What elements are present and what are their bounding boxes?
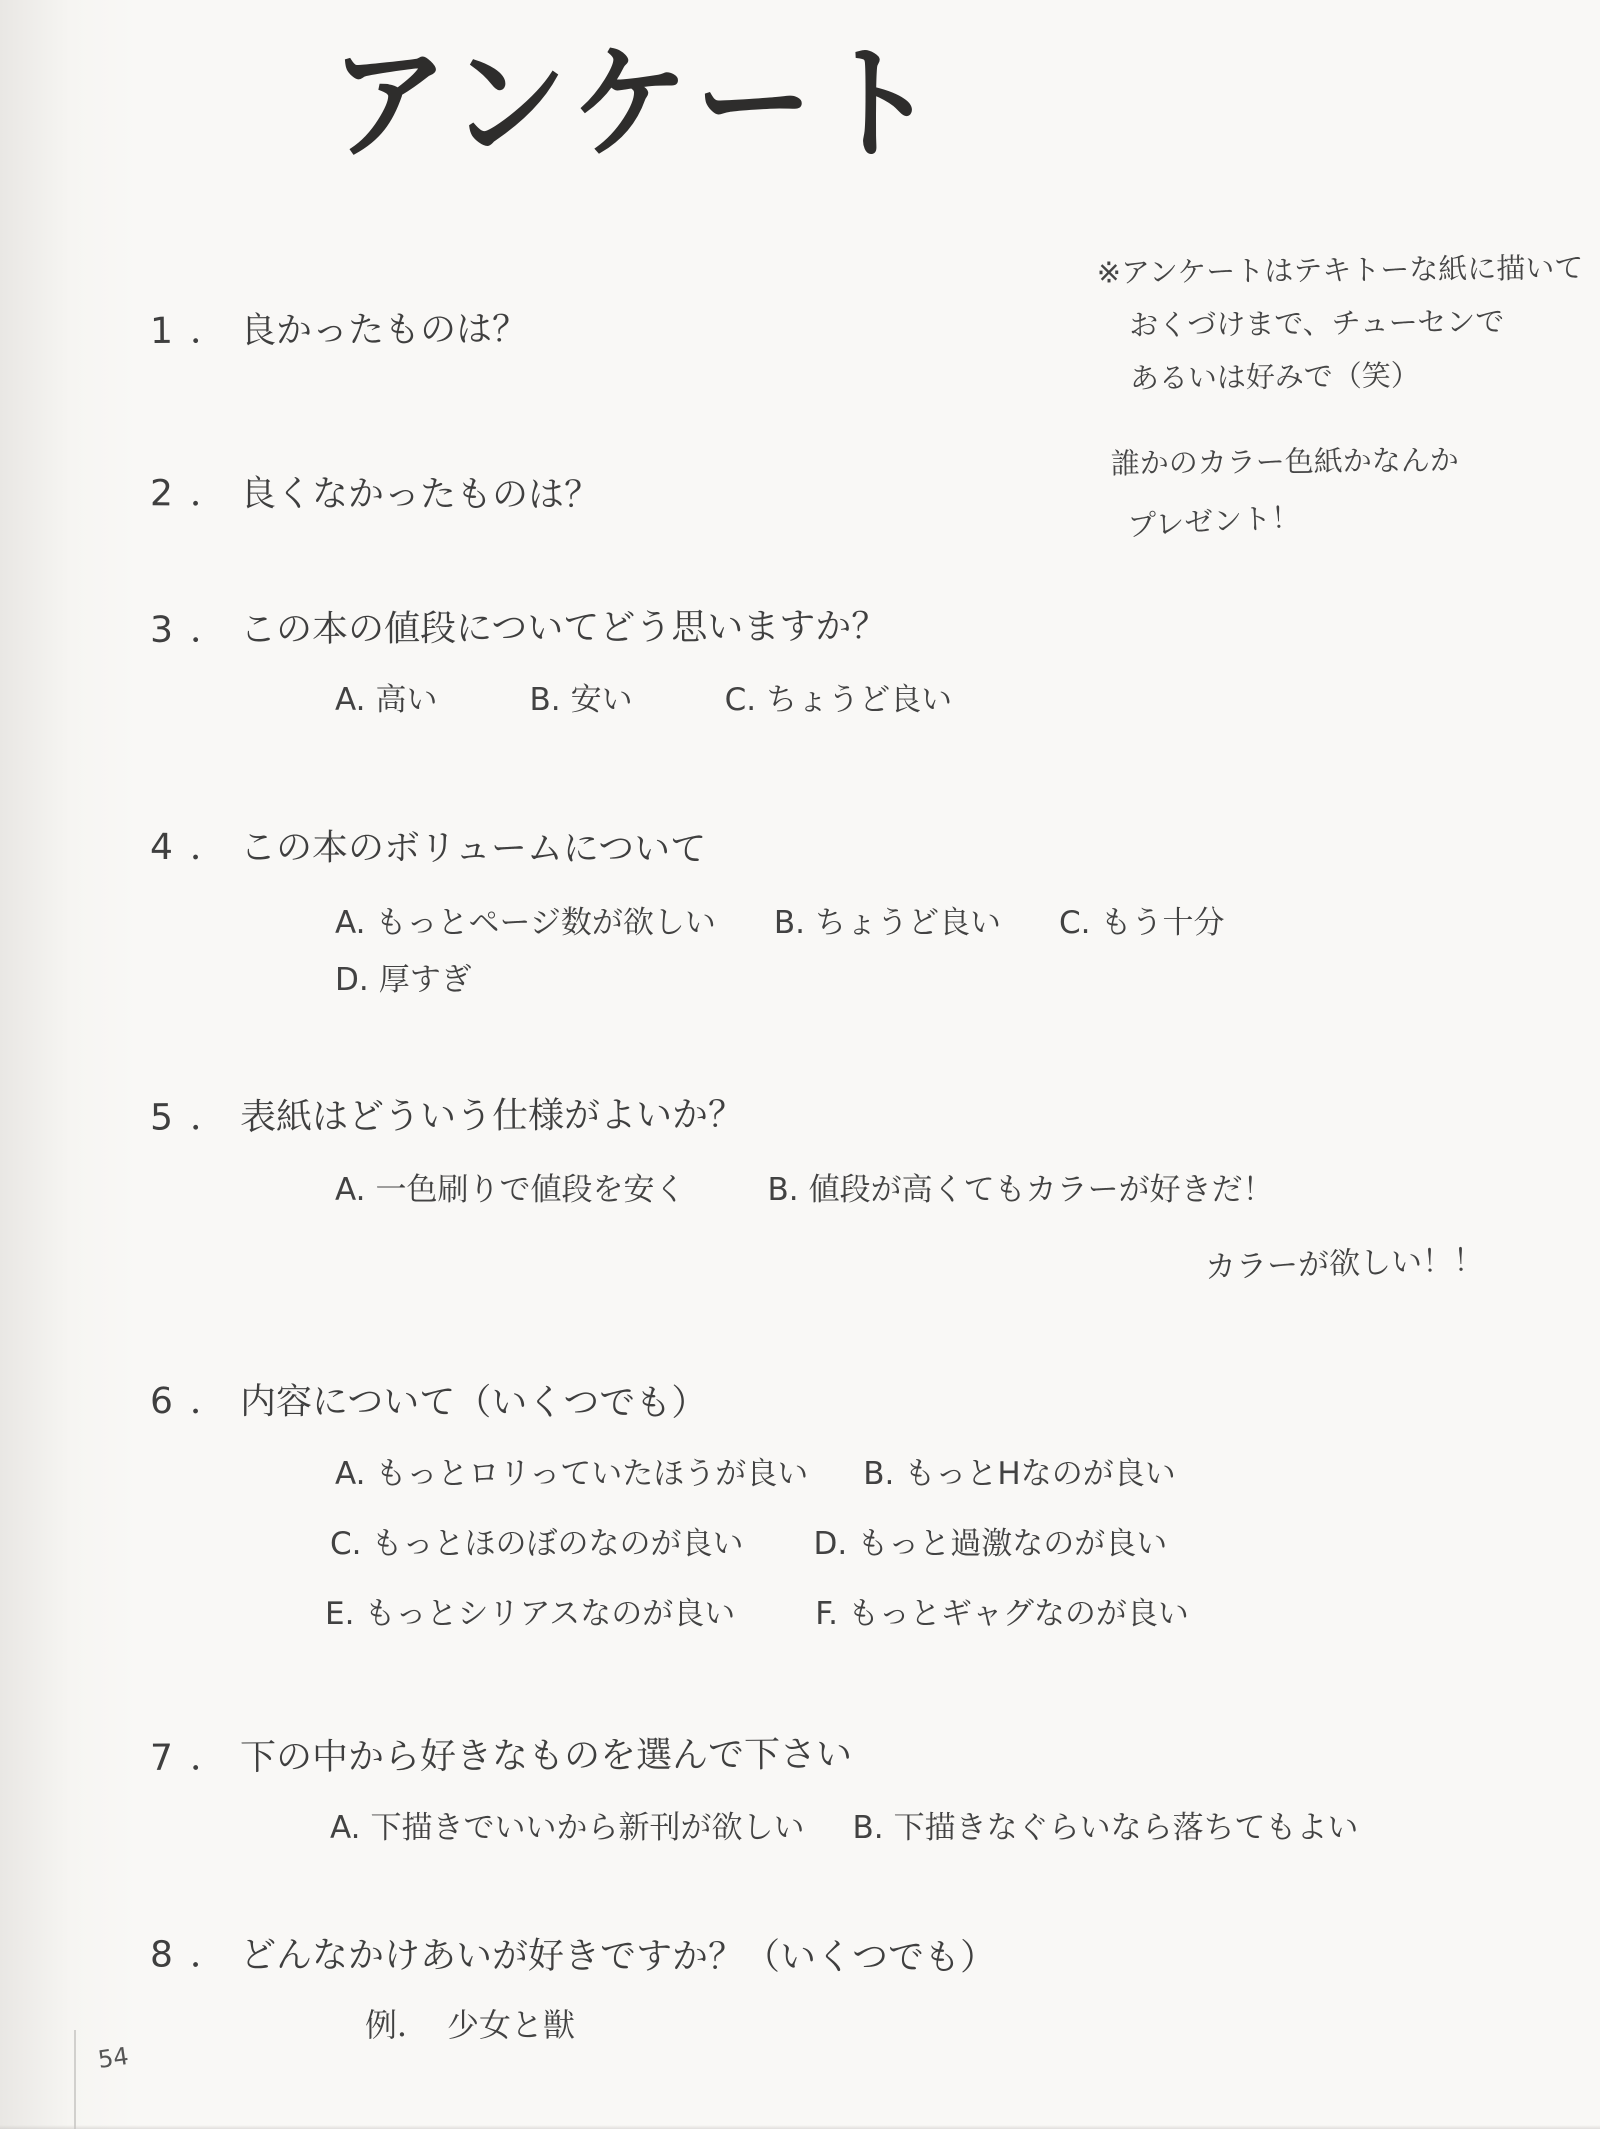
option — [330, 1518, 744, 1563]
question-8-example — [365, 2000, 575, 2046]
question-3-options — [335, 674, 952, 719]
option — [1059, 897, 1225, 942]
option-text: 安い — [570, 682, 633, 718]
option-text: もっとロリっていたほうが良い — [375, 1456, 809, 1492]
question-text: 内容について（いくつでも） — [239, 1381, 708, 1424]
question-text: 良くなかったものは？ — [239, 473, 601, 516]
option-text: もっとHなのが良い — [904, 1456, 1176, 1492]
option — [330, 1802, 805, 1847]
option — [335, 954, 472, 999]
option-label: A. — [335, 905, 366, 941]
question-separator: ． — [189, 1097, 227, 1139]
option-label: E. — [325, 1596, 355, 1632]
option-label: B. — [529, 682, 561, 718]
question-text: この本の値段についてどう思いますか？ — [239, 606, 888, 651]
option-text: 厚すぎ — [378, 962, 472, 998]
question-separator: ． — [189, 609, 227, 651]
option-label: A. — [335, 1172, 366, 1208]
question-separator: ． — [189, 827, 227, 869]
page-title: アンケート — [330, 30, 943, 177]
question-number: 3 — [149, 609, 174, 651]
question-7-options — [330, 1802, 1358, 1847]
question-8 — [150, 1927, 996, 1981]
question-number: 8 — [149, 1934, 173, 1976]
question-number: 7 — [149, 1737, 174, 1779]
question-separator: ． — [189, 310, 227, 352]
option-label: B. — [767, 1172, 799, 1208]
option-label: A. — [330, 1810, 361, 1846]
option — [335, 1164, 686, 1209]
question-number: 6 — [149, 1381, 173, 1423]
option — [853, 1802, 1359, 1847]
option-text: ちょうど良い — [815, 905, 1002, 941]
side-note — [1096, 241, 1599, 543]
side-note-line: 誰かのカラー色紙かなんか — [1110, 442, 1459, 481]
option-text: もう十分 — [1100, 905, 1225, 941]
example-label: 例． — [365, 2006, 430, 2044]
question-1 — [150, 301, 528, 354]
side-note-line: ※アンケートはテキトーな紙に描いて — [1096, 250, 1584, 290]
question-6-options-row2 — [330, 1518, 1167, 1563]
option-label: D. — [335, 962, 369, 998]
question-7 — [150, 1726, 852, 1781]
option-text: もっとギャグなのが良い — [847, 1596, 1189, 1632]
question-6-options-row1 — [335, 1448, 1176, 1493]
question-text: どんなかけあいが好きですか？（いくつでも） — [239, 1934, 997, 1979]
question-3 — [150, 598, 888, 653]
example-text: 少女と獣 — [447, 2006, 576, 2044]
question-text: 表紙はどういう仕様がよいか？ — [239, 1094, 745, 1139]
question-text: 下の中から好きなものを選んで下さい — [239, 1734, 853, 1779]
page-number: 54 — [96, 2042, 131, 2074]
option — [774, 897, 1001, 942]
question-separator: ． — [189, 1381, 227, 1423]
question-number: 5 — [149, 1097, 174, 1139]
option-label: A. — [335, 682, 366, 718]
option-label: C. — [724, 682, 757, 718]
question-2 — [150, 465, 600, 518]
option — [335, 674, 438, 719]
question-separator: ． — [189, 1934, 227, 1976]
option-text: もっとページ数が欲しい — [375, 905, 716, 941]
question-5-options — [335, 1164, 1274, 1209]
question-text: この本のボリュームについて — [239, 827, 707, 870]
question-5 — [150, 1086, 744, 1140]
side-note-line: あるいは好みで（笑） — [1129, 358, 1421, 396]
question-4-options-row2 — [335, 954, 472, 999]
question-number: 2 — [149, 473, 173, 515]
option-label: C. — [330, 1526, 362, 1562]
option-label: B. — [863, 1456, 895, 1492]
question-6-options-row3 — [325, 1588, 1189, 1633]
option — [863, 1448, 1175, 1493]
side-note-line: おくづけまで、チューセンで — [1129, 304, 1505, 343]
question-separator: ． — [189, 473, 227, 515]
option-text: 一色刷りで値段を安く — [375, 1172, 686, 1208]
question-number: 4 — [149, 827, 173, 869]
option-text: もっとほのぼのなのが良い — [371, 1526, 744, 1562]
option-text: 下描きでいいから新刊が欲しい — [370, 1810, 805, 1846]
option — [725, 674, 953, 719]
scan-edge-artifact — [74, 2030, 76, 2129]
option-text: 下描きなぐらいなら落ちてもよい — [893, 1810, 1359, 1846]
question-separator: ． — [189, 1737, 227, 1779]
option-text: もっとシリアスなのが良い — [364, 1596, 736, 1632]
option-label: F. — [815, 1596, 838, 1632]
question-6 — [150, 1373, 707, 1426]
option — [335, 897, 716, 942]
question-4 — [150, 819, 706, 872]
option-label: B. — [852, 1810, 884, 1846]
side-note-line: プレゼント！ — [1126, 499, 1302, 543]
option — [814, 1518, 1168, 1563]
option-label: C. — [1059, 905, 1091, 941]
option-label: B. — [773, 905, 806, 941]
question-text: 良かったものは？ — [239, 309, 529, 352]
question-4-options-row1 — [335, 897, 1225, 942]
question-number: 1 — [149, 310, 174, 352]
option — [335, 1448, 808, 1493]
option-text: 高い — [375, 682, 438, 718]
option — [768, 1164, 1274, 1209]
option-text: ちょうど良い — [766, 682, 953, 718]
question-5-extra-note: カラーが欲しい！！ — [1204, 1242, 1485, 1286]
option — [530, 674, 633, 719]
option-label: A. — [335, 1456, 366, 1492]
option — [325, 1588, 735, 1633]
option-label: D. — [813, 1526, 848, 1562]
option — [815, 1588, 1189, 1633]
option-text: もっと過激なのが良い — [857, 1526, 1168, 1562]
option-text: 値段が高くてもカラーが好きだ！ — [808, 1172, 1274, 1208]
